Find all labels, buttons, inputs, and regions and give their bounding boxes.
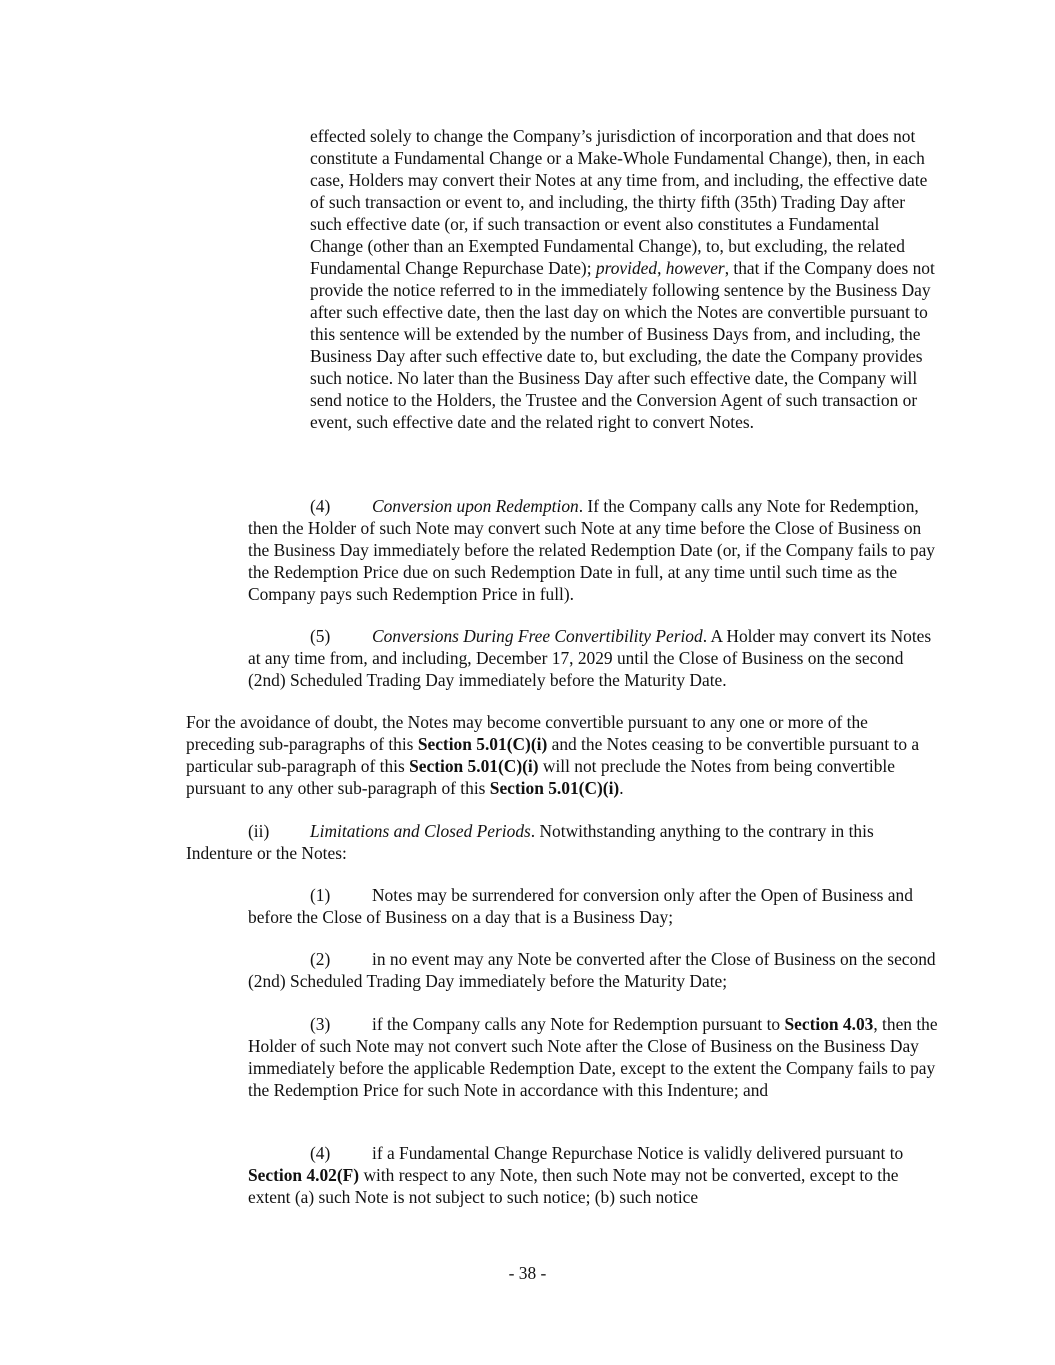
paragraph-avoidance-of-doubt	[186, 711, 938, 799]
clause-limitations	[186, 820, 938, 864]
clause-body: if a Fundamental Change Repurchase Notice is validly delivered pursuant to	[372, 1143, 904, 1163]
clause-number: (ii)	[248, 821, 270, 841]
section-reference: Section 4.02(F)	[248, 1165, 360, 1185]
however-italic: however	[665, 258, 725, 278]
provided-italic: provided	[595, 258, 658, 278]
clause-body: . Notwithstanding anything to the contrary in this Indenture or the Notes:	[186, 821, 874, 863]
continuation-rest: , that if the Company does not provide the notice referred to in the immediately following sentence by the Business Day after such effective date, then the last day on which the Notes are convertible pursuant to this sentence will be extended by the number of Business Days from, and including, the Business Day after such effective date to, but excluding, the date the Company provides such notice. No later than the Business Day after such effective date, the Company will send notice to the Holders, the Trustee and the Conversion Agent of such transaction or event, such effective date and the related right to convert Notes.	[310, 258, 935, 432]
clause-body-rest: , then the Holder of such Note may not convert such Note after the Close of Business on the Business Day immediately before the applicable Redemption Date, except to the extent the Company fails to pay the Redemption Price for such Note in accordance with this Indenture; and	[248, 1014, 938, 1100]
avoidance-text-1: For the avoidance of doubt, the Notes may become convertible pursuant to any one or more of the preceding sub-paragraphs of this	[186, 712, 868, 754]
clause-body: if the Company calls any Note for Redemption pursuant to	[372, 1014, 785, 1034]
section-reference: Section 4.03	[784, 1014, 874, 1034]
clause-body: . A Holder may convert its Notes at any time from, and including, December 17, 2029 until the Close of Business on the second (2nd) Scheduled Trading Day immediately before the Maturity Date.	[248, 626, 932, 690]
section-reference: Section 5.01(C)(i)	[417, 734, 548, 754]
limitation-item-1	[248, 884, 938, 928]
section-reference: Section 5.01(C)(i)	[409, 756, 539, 776]
clause-number: (3)	[310, 1014, 331, 1034]
limitation-item-2	[248, 948, 938, 992]
clause-number: (4)	[310, 1143, 331, 1163]
avoidance-text-4: .	[619, 778, 624, 798]
clause-number: (5)	[310, 626, 331, 646]
clause-heading: Conversion upon Redemption	[372, 496, 579, 516]
avoidance-text-3: will not preclude the Notes from being convertible pursuant to any other sub-paragraph of this	[186, 756, 895, 798]
separator: ,	[657, 258, 666, 278]
clause-body: . If the Company calls any Note for Redemption, then the Holder of such Note may convert such Note at any time before the Close of Business on the Business Day immediately before the related Redemption Date (or, if the Company fails to pay the Redemption Price due on such Redemption Date in full, at any time until such time as the Company pays such Redemption Price in full).	[248, 496, 936, 604]
clause-body: in no event may any Note be converted after the Close of Business on the second (2nd) Scheduled Trading Day immediately before the Maturity Date;	[248, 949, 936, 991]
clause-free-convertibility	[248, 625, 938, 691]
clause-heading: Limitations and Closed Periods	[310, 821, 531, 841]
clause-number: (2)	[310, 949, 331, 969]
limitation-item-3	[248, 1013, 938, 1101]
continuation-text: effected solely to change the Company’s jurisdiction of incorporation and that does not constitute a Fundamental Change or a Make-Whole Fundamental Change), then, in each case, Holders may convert their Notes at any time from, and including, the effective date of such transaction or event to, and including, the thirty fifth (35th) Trading Day after such effective date (or, if such transaction or event also constitutes a Fundamental Change (other than an Exempted Fundamental Change), to, but excluding, the related Fundamental Change Repurchase Date);	[310, 126, 928, 278]
page-number: - 38 -	[508, 1263, 547, 1283]
section-reference: Section 5.01(C)(i)	[489, 778, 620, 798]
limitation-item-4	[248, 1142, 938, 1208]
clause-number: (1)	[310, 885, 331, 905]
clause-body-rest: with respect to any Note, then such Note may not be converted, except to the extent (a) such Note is not subject to such notice; (b) such notice	[248, 1165, 899, 1207]
clause-number: (4)	[310, 496, 331, 516]
clause-heading: Conversions During Free Convertibility Period	[372, 626, 703, 646]
avoidance-text-2: and the Notes ceasing to be convertible pursuant to a particular sub-paragraph of this	[186, 734, 920, 776]
paragraph-continuation	[310, 125, 935, 433]
clause-body: Notes may be surrendered for conversion only after the Open of Business and before the Close of Business on a day that is a Business Day;	[248, 885, 913, 927]
clause-conversion-upon-redemption	[248, 495, 938, 605]
